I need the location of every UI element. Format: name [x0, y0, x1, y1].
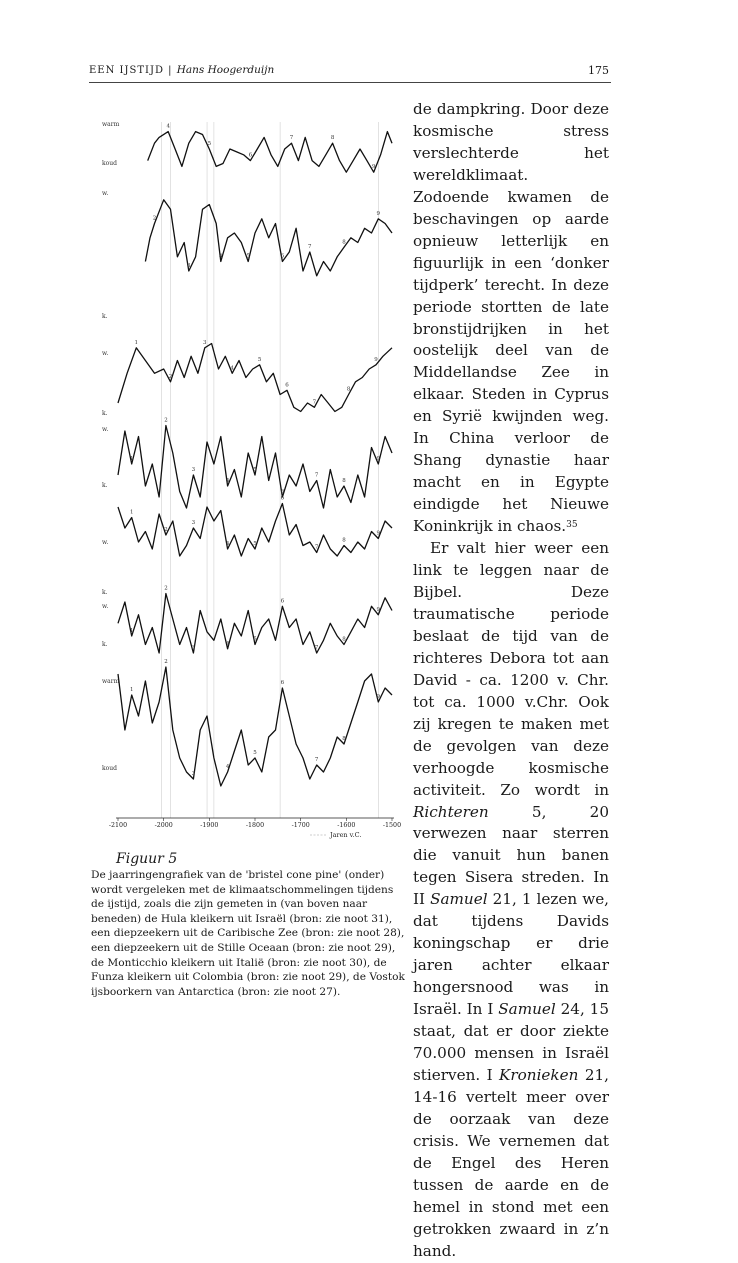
period-marker: 8	[330, 135, 335, 142]
series-line-4	[118, 504, 392, 557]
series-line-1	[145, 200, 392, 276]
y-axis-label: k.	[102, 410, 108, 417]
period-marker: 5	[253, 467, 257, 473]
period-marker: 6	[280, 253, 285, 260]
x-tick-label: -1500	[382, 822, 402, 829]
x-tick-label: -1700	[291, 822, 310, 829]
period-marker: 3	[191, 467, 196, 473]
period-marker: 2	[152, 215, 157, 222]
period-marker: 1	[129, 687, 134, 693]
y-axis-label: w.	[102, 190, 109, 197]
period-marker: 4	[166, 123, 170, 130]
series-line-5	[118, 594, 392, 654]
period-marker: 7	[314, 645, 319, 651]
period-marker: 7	[314, 757, 319, 763]
y-axis-label: w.	[102, 603, 109, 610]
series-line-0	[148, 132, 392, 173]
y-axis-label: k.	[102, 482, 108, 489]
period-marker: 8	[342, 478, 346, 484]
period-marker: 5	[257, 356, 262, 363]
body-text	[413, 99, 609, 1263]
y-axis-label: w.	[102, 350, 109, 357]
bible-ref: Richteren	[413, 802, 489, 821]
series-line-2	[118, 344, 392, 412]
period-marker: 8	[346, 386, 351, 393]
header-separator: |	[168, 65, 173, 76]
y-axis-label: koud	[102, 160, 117, 167]
period-marker: 1	[129, 628, 134, 634]
period-marker: 9	[376, 606, 381, 613]
bible-ref: Kronieken	[499, 1065, 579, 1084]
period-marker: 9	[376, 530, 381, 537]
period-marker: 1	[129, 509, 134, 516]
y-axis-label: koud	[102, 765, 117, 772]
period-marker: 3	[187, 263, 191, 269]
period-marker: 6	[285, 382, 289, 389]
period-marker: 8	[342, 537, 346, 544]
period-marker: 8	[342, 239, 346, 246]
period-marker: 9	[371, 164, 376, 171]
period-marker: 4	[219, 253, 223, 260]
y-axis-label: w.	[102, 426, 109, 433]
period-marker: 6	[280, 489, 285, 495]
period-marker: 2	[164, 585, 168, 592]
bible-ref: Samuel	[430, 890, 488, 909]
period-marker: 4	[225, 640, 230, 647]
y-axis-label: w.	[102, 539, 109, 546]
period-marker: 3	[191, 645, 196, 651]
y-axis-label: k.	[102, 641, 108, 648]
period-marker: 4	[230, 365, 234, 372]
figure-caption: De jaarringengrafiek van de 'bristel cone pine' (onder) wordt vergeleken met de klimaatschommelingen tijdens de ijstijd, zoals die zijn gemeten in (van boven naar beneden) de Hula kleikern uit Israël (bron: zie noot 31), een diepzeekern uit de Caribische Zee (bron: zie noot 28), een diepzeekern uit de Stille Oceaan (bron: zie noot 29), de Monticchio kleikern uit Italië (bron: zie noot 30), de Funza kleikern uit Colombia (bron: zie noot 29), de Vostok ijsboorkern van Antarctica (bron: zie noot 27).	[91, 869, 405, 998]
y-axis-label: warm	[102, 121, 120, 128]
period-marker: 5	[253, 541, 257, 547]
period-marker: 9	[374, 356, 378, 363]
y-axis-label: warm	[102, 678, 120, 685]
period-marker: 8	[342, 636, 346, 643]
period-marker: 5	[253, 636, 257, 643]
chart-series	[118, 132, 392, 786]
period-marker: 7	[314, 472, 319, 479]
x-tick-label: -1900	[200, 822, 219, 829]
period-marker: 4	[225, 764, 230, 770]
period-marker: 2	[164, 417, 168, 424]
figure-title: Figuur 5	[116, 851, 178, 867]
x-tick-label: -1600	[337, 822, 356, 829]
period-marker: 2	[164, 527, 168, 533]
period-marker: 7	[308, 244, 312, 250]
x-tick-label: -1800	[245, 822, 265, 829]
paragraph-2: Er valt hier weer een link te leggen naar de Bijbel. Deze traumatische periode beslaat de tijd van de richteres Debora tot aan David - ca. 1200 v. Chr. tot ca. 1000 v.Chr. Ook zij kregen te maken met de gevolgen van deze verhoogde kosmische activiteit. Zo wordt in Richteren 5, 20 verwezen naar sterren die vanuit hun banen tegen Sisera streden. In II Samuel 21, 1 lezen we, dat tijdens Davids koningschap er drie jaren achter elkaar hongersnood was in Israël. In I Samuel 24, 15 staat, dat er door ziekte 70.000 mensen in Israël stierven. I Kronieken 21, 14-16 vertelt meer over de oorzaak van deze crisis. We vernemen dat de Engel des Heren tussen de aarde en de hemel in stond met een getrokken zwaard in z’n hand.	[413, 539, 610, 1260]
author-name: Hans Hoogerduijn	[176, 64, 275, 76]
series-line-6	[118, 667, 392, 786]
period-marker: 7	[314, 544, 319, 551]
y-axis-label: k.	[102, 589, 108, 596]
period-marker: 2	[168, 373, 173, 380]
period-marker: 9	[376, 456, 381, 462]
x-axis-title: Jaren v.C.	[330, 831, 362, 839]
climate-chart	[88, 100, 402, 852]
period-marker: 6	[280, 680, 285, 686]
period-marker: 5	[207, 141, 212, 147]
period-marker: 1	[129, 456, 134, 462]
period-marker: 6	[280, 495, 285, 502]
page-number: 175	[588, 64, 609, 77]
running-header	[89, 64, 274, 76]
period-marker: 2	[164, 659, 168, 665]
period-marker: 9	[376, 694, 381, 700]
period-marker: 4	[225, 541, 230, 547]
footnote-ref: 35	[566, 520, 578, 531]
period-marker: 3	[191, 771, 196, 777]
period-marker: 8	[342, 736, 346, 742]
header-divider	[89, 82, 611, 83]
period-marker: 5	[246, 253, 250, 260]
period-marker: 1	[134, 339, 139, 346]
period-marker: 9	[376, 210, 381, 217]
period-marker: 3	[191, 520, 196, 526]
period-marker: 6	[280, 598, 285, 605]
bible-ref: Samuel	[498, 1000, 556, 1019]
period-marker: 6	[248, 152, 253, 159]
period-marker: 3	[203, 339, 207, 346]
period-marker: 4	[225, 478, 230, 484]
paragraph-1: de dampkring. Door deze kosmische stress verslechterde het wereldklimaat. Zodoende kwamen de beschavingen op aarde opnieuw letterlijk en figuurlijk in een ‘donker tijdperk’ terecht. In deze periode stortten de late bronstijdrijken in het oostelijk deel van de Middellandse Zee in elkaar. Steden in Cyprus en Syrië kwijnden weg. In China verloor de Shang dynastie haar macht en in Egypte eindigde het Nieuwe Koninkrijk in chaos.$^{35}$	[413, 100, 609, 536]
period-marker: 7	[289, 135, 294, 142]
x-tick-label: -2100	[108, 822, 128, 829]
period-marker: 7	[312, 399, 317, 406]
book-title: EEN IJSTIJD	[89, 65, 164, 76]
period-marker: 5	[253, 750, 257, 756]
x-tick-label: -2000	[154, 822, 173, 829]
y-axis-label: k.	[102, 313, 108, 320]
